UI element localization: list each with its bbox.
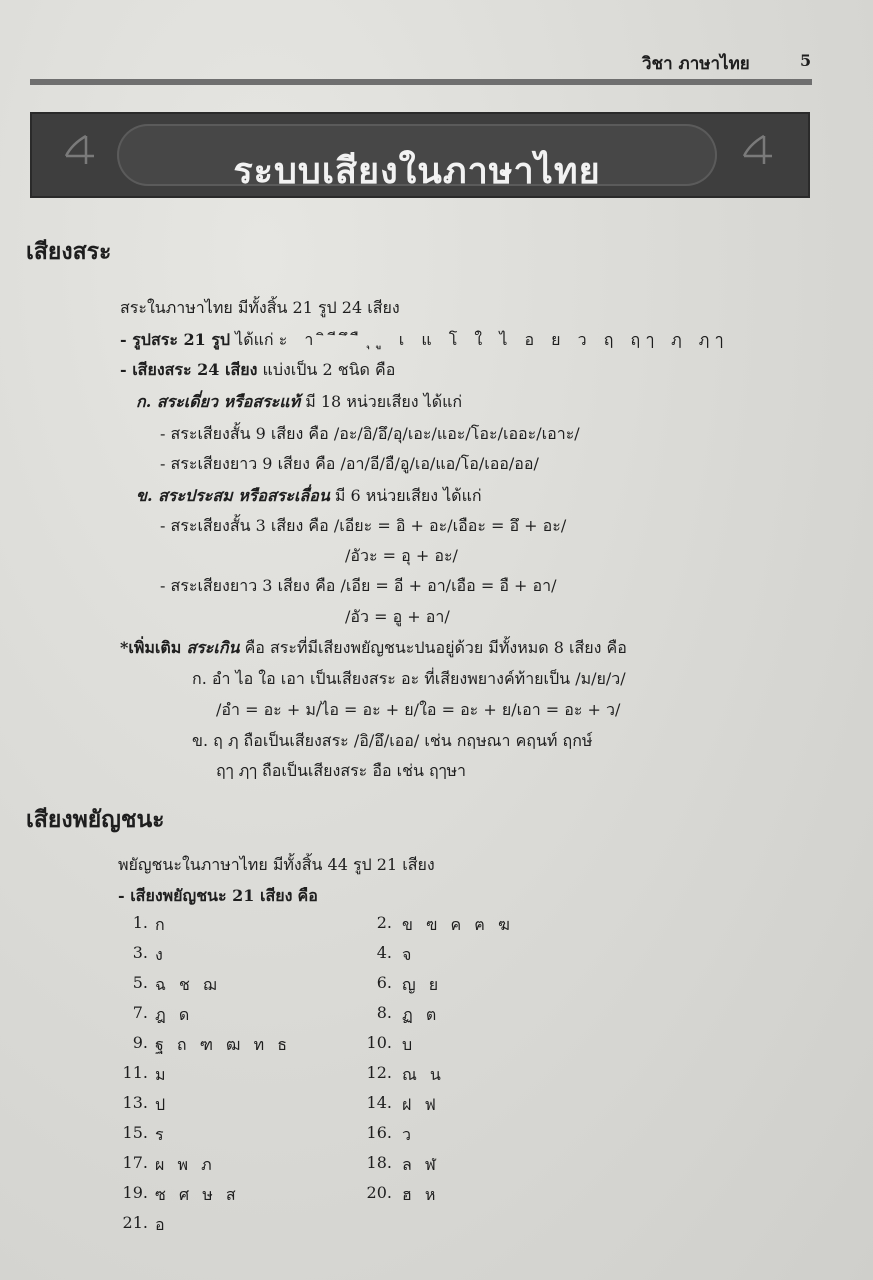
pure-long-vowels: - สระเสียงยาว 9 เสียง คือ /อา/อี/อื/อู/เอ/แอ/โอ/เออ/ออ/	[160, 454, 539, 473]
vowel-intro: สระในภาษาไทย มีทั้งสิ้น 21 รูป 24 เสียง	[120, 298, 400, 317]
vowel-forms-line	[120, 328, 729, 353]
vowel-forms-connector: ได้แก่	[235, 330, 274, 349]
consonant-left-letters: ม	[155, 1065, 170, 1084]
extra-vowel-rest: คือ สระที่มีเสียงพยัญชนะปนอยู่ด้วย มีทั้งหมด 8 เสียง คือ	[244, 638, 627, 657]
extra-vowel-a-formula: /อำ = อะ + ม/ไอ = อะ + ย/ใอ = อะ + ย/เอา = อะ + ว/	[216, 700, 621, 719]
extra-vowel-label: *เพิ่มเติม	[120, 638, 182, 657]
vowel-sounds-line	[120, 358, 395, 383]
extra-vowel-line	[120, 636, 627, 661]
consonant-left-number: 5.	[132, 973, 148, 992]
diphthong-long-1: - สระเสียงยาว 3 เสียง คือ /เอีย = อี + อา/เอือ = อื + อา/	[160, 576, 557, 595]
diphthong-line	[136, 484, 482, 509]
consonant-right-number: 20.	[366, 1183, 392, 1202]
vowel-forms-list: ะ า ิ ี ึ ื ุ ู เ แ โ ใ ไ อ ย ว ฤ ฤๅ ฦ ฦๅ	[278, 330, 730, 349]
vowel-forms-label: - รูปสระ 21 รูป	[120, 330, 231, 349]
consonant-right-letters: ข ฃ ค ฅ ฆ	[402, 915, 514, 934]
extra-vowel-term: สระเกิน	[186, 638, 240, 657]
pure-short-vowels: - สระเสียงสั้น 9 เสียง คือ /อะ/อิ/อึ/อุ/เอะ/แอะ/โอะ/เออะ/เอาะ/	[160, 424, 580, 443]
consonant-right-letters: ฏ ต	[402, 1005, 441, 1024]
consonant-section-heading: เสียงพยัญชนะ	[26, 807, 165, 833]
consonant-left-number: 11.	[122, 1063, 148, 1082]
consonant-right-letters: ญ ย	[402, 975, 443, 994]
consonant-right-letters: ฮ ห	[402, 1185, 440, 1204]
consonant-left-letters: ฎ ด	[155, 1005, 194, 1024]
header-rule	[30, 79, 812, 85]
consonant-right-number: 16.	[366, 1123, 392, 1142]
consonant-right-number: 10.	[366, 1033, 392, 1052]
consonant-left-letters: ง	[155, 945, 167, 964]
pure-vowel-rest: มี 18 หน่วยเสียง ได้แก่	[305, 392, 463, 411]
consonant-left-number: 13.	[122, 1093, 148, 1112]
consonant-left-letters: ป	[155, 1095, 170, 1114]
consonant-right-letters: จ	[402, 945, 416, 964]
consonant-right-number: 6.	[376, 973, 392, 992]
consonant-left-number: 3.	[132, 943, 148, 962]
consonant-right-letters: ฝ ฟ	[402, 1095, 440, 1114]
consonant-left-letters: ร	[155, 1125, 168, 1144]
consonant-left-number: 1.	[132, 913, 148, 932]
diphthong-long-2: /อัว = อู + อา/	[345, 607, 450, 626]
right-ornament-icon	[738, 130, 778, 170]
consonant-sounds-label: - เสียงพยัญชนะ 21 เสียง	[118, 886, 293, 905]
consonant-sounds-line	[118, 884, 318, 909]
consonant-left-letters: ฐ ถ ฑ ฒ ท ธ	[155, 1035, 291, 1054]
extra-vowel-b2: ฤๅ ฦๅ ถือเป็นเสียงสระ อือ เช่น ฤๅษา	[216, 761, 467, 780]
consonant-sounds-rest: คือ	[297, 886, 318, 905]
consonant-intro: พยัญชนะในภาษาไทย มีทั้งสิ้น 44 รูป 21 เสียง	[118, 855, 435, 874]
consonant-left-letters: ก	[155, 915, 169, 934]
pure-vowel-label: ก. สระเดี่ยว หรือสระแท้	[136, 392, 301, 411]
banner-panel	[117, 124, 717, 192]
consonant-left-number: 7.	[132, 1003, 148, 1022]
extra-vowel-a: ก. อำ ไอ ใอ เอา เป็นเสียงสระ อะ ที่เสียงพยางค์ท้ายเป็น /ม/ย/ว/	[192, 669, 626, 688]
consonant-right-number: 2.	[376, 913, 392, 932]
diphthong-short-1: - สระเสียงสั้น 3 เสียง คือ /เอียะ = อิ + อะ/เอือะ = อึ + อะ/	[160, 516, 567, 535]
diphthong-short-2: /อัวะ = อุ + อะ/	[345, 546, 458, 565]
consonant-right-number: 8.	[376, 1003, 392, 1022]
consonant-right-number: 18.	[366, 1153, 392, 1172]
consonant-left-number: 19.	[122, 1183, 148, 1202]
vowel-sounds-rest: แบ่งเป็น 2 ชนิด คือ	[262, 360, 396, 379]
title-banner	[30, 112, 810, 198]
consonant-right-letters: ว	[402, 1125, 415, 1144]
consonant-right-letters: ล ฬ	[402, 1155, 440, 1174]
running-header-subject: วิชา ภาษาไทย	[642, 54, 750, 74]
page-title: ระบบเสียงในภาษาไทย	[233, 151, 601, 192]
left-ornament-icon	[60, 130, 100, 170]
consonant-right-number: 4.	[376, 943, 392, 962]
consonant-left-letters: ซ ศ ษ ส	[155, 1185, 240, 1204]
consonant-right-letters: ณ น	[402, 1065, 445, 1084]
consonant-left-letters: ผ พ ภ	[155, 1155, 216, 1174]
vowel-sounds-label: - เสียงสระ 24 เสียง	[120, 360, 258, 379]
diphthong-rest: มี 6 หน่วยเสียง ได้แก่	[334, 486, 482, 505]
consonant-left-number: 21.	[122, 1213, 148, 1232]
consonant-left-number: 17.	[122, 1153, 148, 1172]
consonant-right-letters: บ	[402, 1035, 417, 1054]
consonant-left-number: 15.	[122, 1123, 148, 1142]
consonant-right-number: 14.	[366, 1093, 392, 1112]
consonant-left-letters: ฉ ช ฌ	[155, 975, 221, 994]
consonant-left-letters: อ	[155, 1215, 169, 1234]
pure-vowel-line	[136, 390, 462, 415]
diphthong-label: ข. สระประสม หรือสระเลื่อน	[136, 486, 330, 505]
vowel-section-heading: เสียงสระ	[26, 239, 112, 265]
consonant-right-number: 12.	[366, 1063, 392, 1082]
page-number: 5	[800, 51, 812, 70]
extra-vowel-b: ข. ฤ ฦ ถือเป็นเสียงสระ /อิ/อึ/เออ/ เช่น กฤษณา คฤนท์ ฤกษ์	[192, 731, 593, 750]
consonant-left-number: 9.	[132, 1033, 148, 1052]
